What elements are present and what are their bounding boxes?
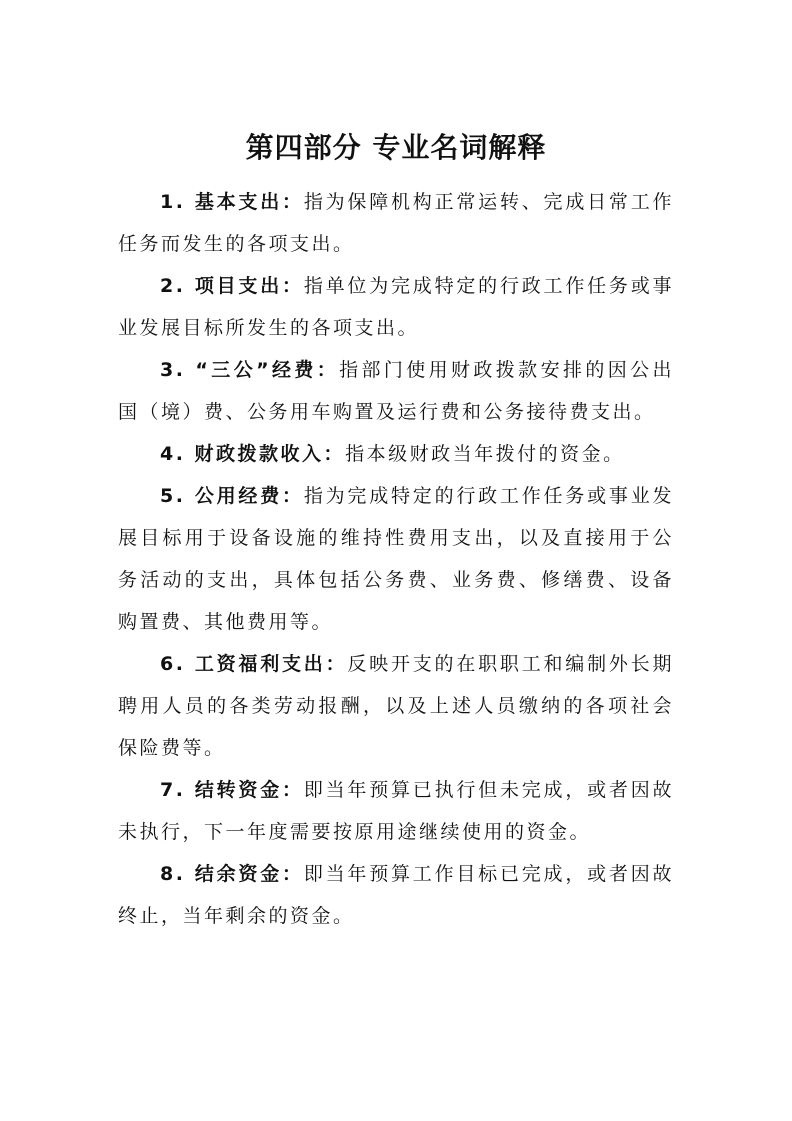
glossary-list: [118, 181, 674, 937]
glossary-item-project-expenditure: [118, 265, 674, 349]
glossary-term: 3. “三公”经费：: [160, 359, 340, 381]
glossary-definition: 即当年预算工作目标已完成，或者因故终止，当年剩余的资金。: [118, 863, 674, 927]
glossary-term: 6. 工资福利支出：: [160, 653, 348, 675]
page-title: 第四部分 专业名词解释: [245, 131, 547, 164]
glossary-definition: 指本级财政当年拨付的资金。: [345, 443, 625, 465]
glossary-definition: 反映开支的在职职工和编制外长期聘用人员的各类劳动报酬，以及上述人员缴纳的各项社会保险费等。: [118, 653, 674, 759]
glossary-item-carryover-funds: [118, 769, 674, 853]
glossary-definition: 即当年预算已执行但未完成，或者因故未执行，下一年度需要按原用途继续使用的资金。: [118, 779, 674, 843]
glossary-item-basic-expenditure: [118, 181, 674, 265]
glossary-definition: 指单位为完成特定的行政工作任务或事业发展目标所发生的各项支出。: [118, 275, 674, 339]
glossary-definition: 指为完成特定的行政工作任务或事业发展目标用于设备设施的维持性费用支出，以及直接用于公务活动的支出，具体包括公务费、业务费、修缮费、设备购置费、其他费用等。: [118, 485, 674, 633]
glossary-term: 8. 结余资金：: [160, 863, 304, 885]
glossary-item-three-public-funds: [118, 349, 674, 433]
glossary-term: 1. 基本支出：: [160, 191, 304, 213]
glossary-item-wage-welfare: [118, 643, 674, 769]
glossary-term: 4. 财政拨款收入：: [160, 443, 346, 465]
glossary-definition: 指部门使用财政拨款安排的因公出国（境）费、公务用车购置及运行费和公务接待费支出。: [118, 359, 674, 423]
glossary-item-public-funds: [118, 475, 674, 643]
glossary-item-fiscal-appropriation-income: [118, 433, 674, 475]
glossary-term: 5. 公用经费：: [160, 485, 304, 507]
glossary-term: 7. 结转资金：: [160, 779, 304, 801]
glossary-item-surplus-funds: [118, 853, 674, 937]
glossary-term: 2. 项目支出：: [160, 275, 304, 297]
glossary-definition: 指为保障机构正常运转、完成日常工作任务而发生的各项支出。: [118, 191, 674, 255]
